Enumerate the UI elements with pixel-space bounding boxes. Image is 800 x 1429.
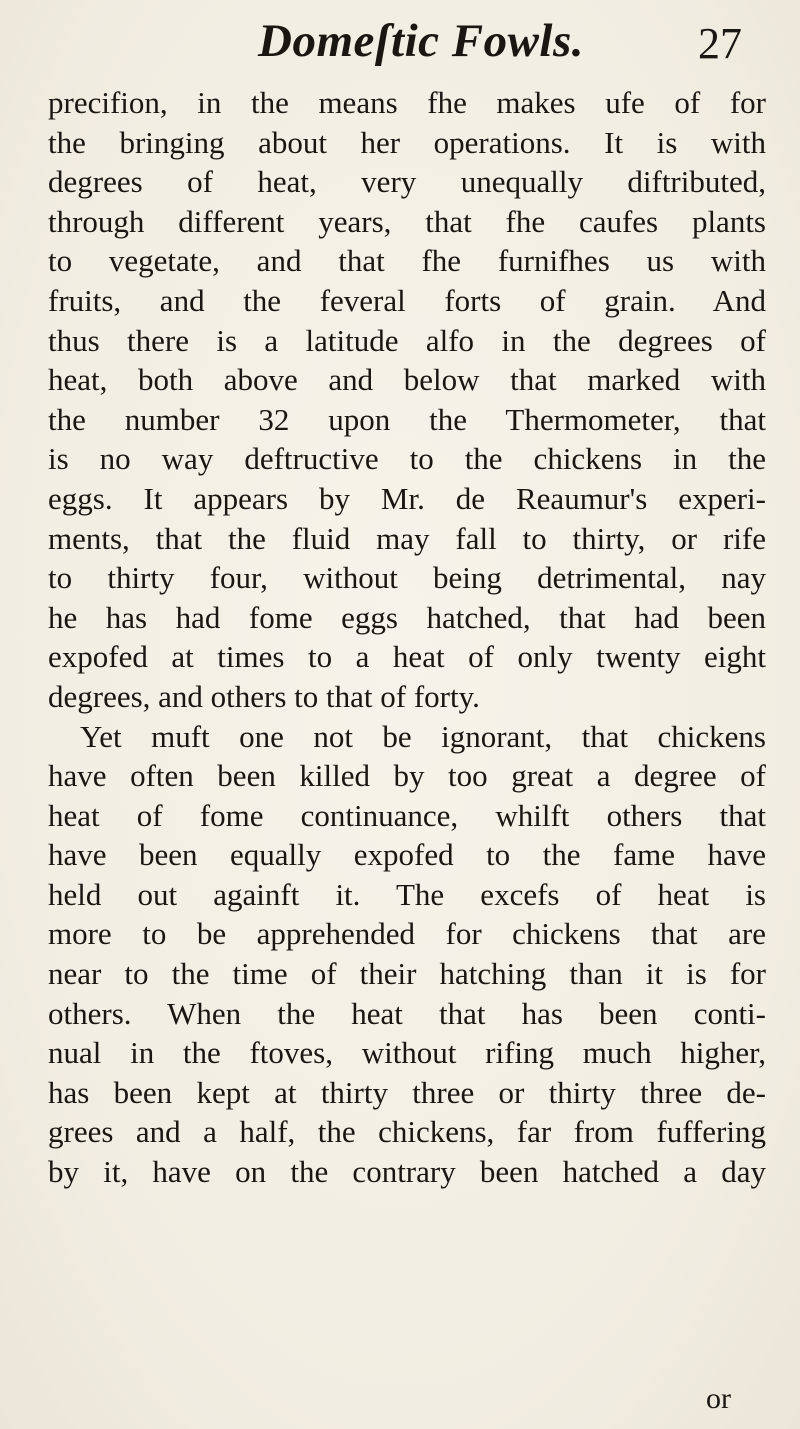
page-footer xyxy=(0,1382,800,1422)
text-line: the number 32 upon the Thermometer, that xyxy=(48,401,766,437)
text-line: eggs. It appears by Mr. de Reaumur's experi- xyxy=(48,480,766,516)
text-line: have been equally expofed to the fame have xyxy=(48,837,766,873)
text-line: precifion, in the means fhe makes ufe of for xyxy=(48,85,766,120)
text-line: thus there is a latitude alfo in the degrees of xyxy=(48,322,766,358)
catchword: or xyxy=(706,1382,731,1415)
page-number: 27 xyxy=(698,19,742,68)
paragraph-start-line: Yet muft one not be ignorant, that chickens xyxy=(80,718,766,754)
text-line: have often been killed by too great a degree of xyxy=(48,758,766,794)
text-line: more to be apprehended for chickens that are xyxy=(48,916,766,952)
text-line: near to the time of their hatching than it is for xyxy=(48,956,766,992)
text-line: grees and a half, the chickens, far from fuffering xyxy=(48,1114,766,1150)
text-line: ments, that the fluid may fall to thirty, or rife xyxy=(48,520,766,556)
text-line: is no way deftructive to the chickens in the xyxy=(48,441,766,477)
text-line: degrees of heat, very unequally diftributed, xyxy=(48,164,766,200)
text-line: others. When the heat that has been conti- xyxy=(48,995,766,1031)
text-line: nual in the ftoves, without rifing much higher, xyxy=(48,1035,766,1071)
running-title: Domeſtic Fowls. xyxy=(258,15,585,67)
text-line: expofed at times to a heat of only twenty eight xyxy=(48,639,766,675)
text-line: to thirty four, without being detrimental, nay xyxy=(48,560,766,596)
text-line: degrees, and others to that of forty. xyxy=(48,678,480,714)
body-text xyxy=(48,83,766,1192)
text-line: held out againft it. The excefs of heat is xyxy=(48,876,766,912)
text-line: by it, have on the contrary been hatched a day xyxy=(48,1154,766,1190)
page-header xyxy=(0,6,800,76)
text-line: to vegetate, and that fhe furnifhes us with xyxy=(48,243,766,279)
text-line: through different years, that fhe caufes plants xyxy=(48,203,766,239)
text-line: has been kept at thirty three or thirty three de- xyxy=(48,1074,766,1110)
text-line: fruits, and the feveral forts of grain. And xyxy=(48,282,766,318)
text-line: he has had fome eggs hatched, that had been xyxy=(48,599,766,635)
text-line: heat, both above and below that marked with xyxy=(48,362,766,398)
text-line: the bringing about her operations. It is with xyxy=(48,124,766,160)
text-line: heat of fome continuance, whilft others that xyxy=(48,797,766,833)
